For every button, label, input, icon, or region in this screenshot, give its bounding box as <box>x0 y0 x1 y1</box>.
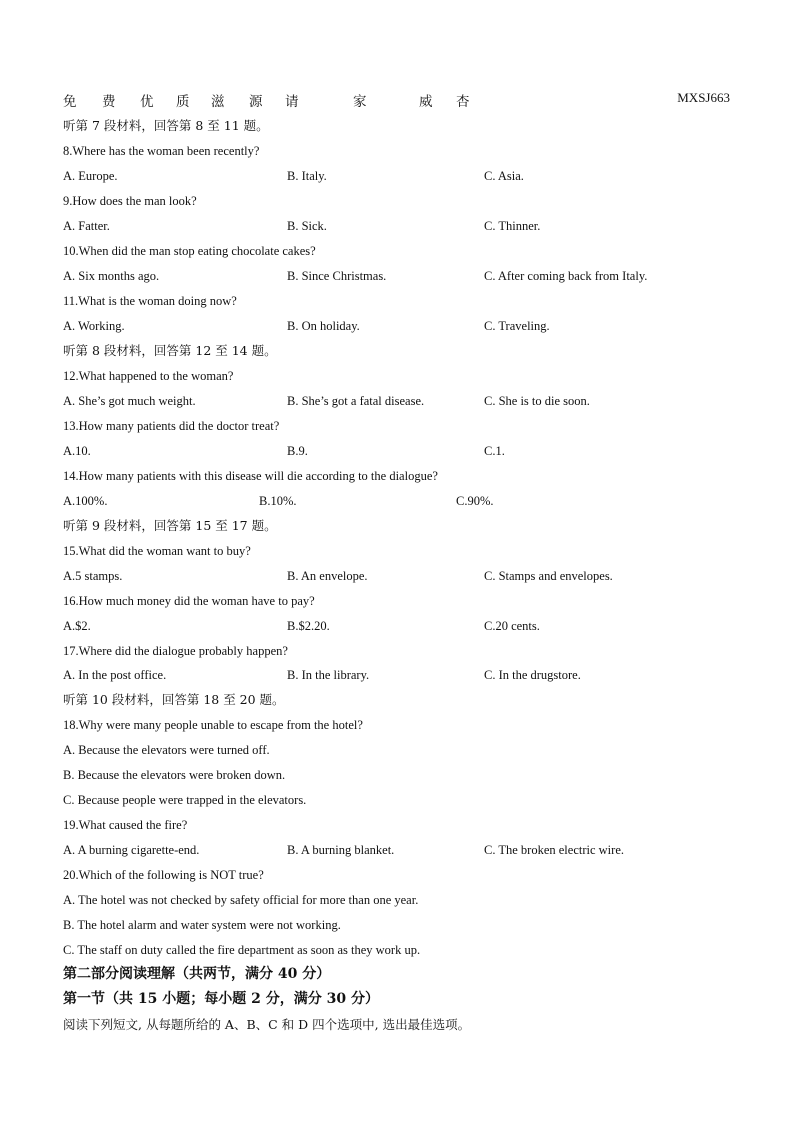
header-char: 请 <box>285 94 299 109</box>
section-one-heading: 第一节（共 15 小题；每小题 2 分，满分 30 分） <box>63 991 379 1007</box>
option-18b: B. Because the elevators were broken down. <box>63 768 286 782</box>
option-17b: B. In the library. <box>287 668 370 682</box>
option-9b: B. Sick. <box>287 219 327 233</box>
option-17c: C. In the drugstore. <box>484 668 581 682</box>
option-16b: B.$2.20. <box>287 619 330 633</box>
question-12: 12.What happened to the woman? <box>63 369 234 383</box>
part-two-heading: 第二部分阅读理解（共两节，满分 40 分） <box>63 966 331 982</box>
page-header <box>63 90 730 110</box>
option-12c: C. She is to die soon. <box>484 394 590 408</box>
option-17a: A. In the post office. <box>63 668 167 682</box>
option-13b: B.9. <box>287 444 308 458</box>
option-15a: A.5 stamps. <box>63 569 123 583</box>
option-18c: C. Because people were trapped in the elevators. <box>63 793 307 807</box>
reading-instructions: 阅读下列短文, 从每题所给的 A、B、C 和 D 四个选项中, 选出最佳选项。 <box>63 1017 471 1032</box>
section-heading-9: 听第 9 段材料，回答第 15 至 17 题。 <box>63 518 277 533</box>
option-11b: B. On holiday. <box>287 319 360 333</box>
option-12b: B. She’s got a fatal disease. <box>287 394 425 408</box>
option-10a: A. Six months ago. <box>63 269 160 283</box>
option-11c: C. Traveling. <box>484 319 550 333</box>
option-16a: A.$2. <box>63 619 91 633</box>
option-14c: C.90%. <box>456 494 494 508</box>
option-20c: C. The staff on duty called the fire department as soon as they work up. <box>63 943 421 957</box>
question-15: 15.What did the woman want to buy? <box>63 544 251 558</box>
header-char: 杏 <box>456 94 470 109</box>
option-19a: A. A burning cigarette-end. <box>63 843 200 857</box>
option-8a: A. Europe. <box>63 169 118 183</box>
question-16: 16.How much money did the woman have to pay? <box>63 594 315 608</box>
option-15b: B. An envelope. <box>287 569 368 583</box>
option-20a: A. The hotel was not checked by safety official for more than one year. <box>63 893 419 907</box>
section-heading-8: 听第 8 段材料，回答第 12 至 14 题。 <box>63 343 277 358</box>
header-char: 家 <box>353 94 367 109</box>
option-10c: C. After coming back from Italy. <box>484 269 648 283</box>
option-12a: A. She’s got much weight. <box>63 394 196 408</box>
question-8: 8.Where has the woman been recently? <box>63 144 260 158</box>
section-heading-7: 听第 7 段材料，回答第 8 至 11 题。 <box>63 118 269 133</box>
header-char: 质 <box>176 94 190 109</box>
option-13a: A.10. <box>63 444 91 458</box>
question-11: 11.What is the woman doing now? <box>63 294 237 308</box>
header-char: 滋 <box>211 94 225 109</box>
header-char: 费 <box>102 94 116 109</box>
header-char: 威 <box>419 94 433 109</box>
question-20: 20.Which of the following is NOT true? <box>63 868 264 882</box>
header-char: 优 <box>140 94 154 109</box>
option-9c: C. Thinner. <box>484 219 541 233</box>
option-11a: A. Working. <box>63 319 125 333</box>
question-18: 18.Why were many people unable to escape from the hotel? <box>63 718 363 732</box>
option-19c: C. The broken electric wire. <box>484 843 624 857</box>
option-14b: B.10%. <box>259 494 297 508</box>
question-13: 13.How many patients did the doctor treat? <box>63 419 280 433</box>
option-9a: A. Fatter. <box>63 219 110 233</box>
question-19: 19.What caused the fire? <box>63 818 188 832</box>
option-10b: B. Since Christmas. <box>287 269 387 283</box>
question-9: 9.How does the man look? <box>63 194 197 208</box>
question-14: 14.How many patients with this disease will die according to the dialogue? <box>63 469 438 483</box>
document-code: MXSJ663 <box>677 90 730 105</box>
option-19b: B. A burning blanket. <box>287 843 395 857</box>
header-char: 免 <box>63 94 77 109</box>
option-18a: A. Because the elevators were turned off. <box>63 743 270 757</box>
option-20b: B. The hotel alarm and water system were not working. <box>63 918 341 932</box>
option-14a: A.100%. <box>63 494 108 508</box>
option-13c: C.1. <box>484 444 505 458</box>
header-char: 源 <box>249 94 263 109</box>
option-16c: C.20 cents. <box>484 619 540 633</box>
option-15c: C. Stamps and envelopes. <box>484 569 613 583</box>
option-8b: B. Italy. <box>287 169 327 183</box>
option-8c: C. Asia. <box>484 169 524 183</box>
question-10: 10.When did the man stop eating chocolate cakes? <box>63 244 316 258</box>
question-17: 17.Where did the dialogue probably happen? <box>63 644 288 658</box>
section-heading-10: 听第 10 段材料，回答第 18 至 20 题。 <box>63 692 285 707</box>
